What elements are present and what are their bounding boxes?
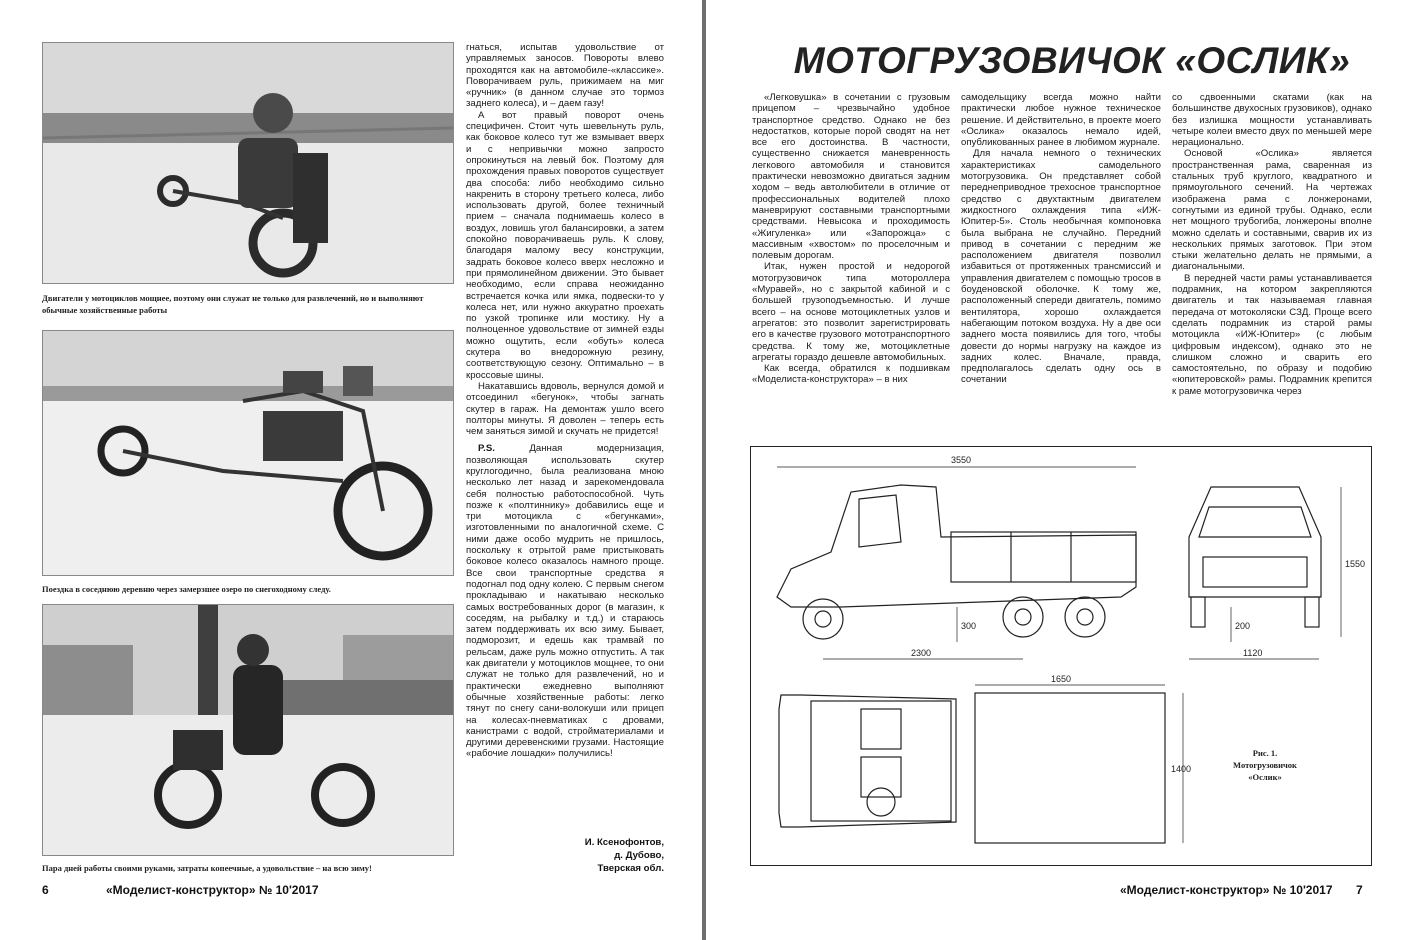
- right-column-3: [1172, 92, 1372, 397]
- author-name: И. Ксенофонтов,: [584, 837, 664, 848]
- paragraph: В передней части рамы устанавливается подрамник, на котором закрепляются двигатель и так называемая главная передача от мотоколяски СЗД. Проще всего сделать подрамник из старой рамы мотоцикла «ИЖ-Юпитер» (с любым цифровым индексом), однако это не слишком сложно и сварить его самостоятельно, по образу и подобию «юпитеровской» рамы. Подрамник крепится к раме мотогрузовичка через: [1172, 272, 1372, 397]
- ps-text: Данная модернизация, позволяющая использовать скутер круглогодично, была реализована мною несколько лет назад и зарекомендовала себя полностью работоспособной. Чуть позже к «полтиннику» добавились еще и три мотоцикла с «бегунками», изготовленными по аналогичной схеме. С ними даже особо мудрить не пришлось, поскольку к отрытой раме пристыковать боковое колесо оказалось намного проще. Все свои транспортные средства я подогнал под одну колею. С первым снегом прокладываю и накатываю несколько самых востребованных дорог (в магазин, к соседям, на рыбалку и т.д.) и стараюсь затем поддерживать их всю зиму. Бывает, подморозит, и едешь как трамвай по рельсам, даже руль можно отпустить. А так как двигатели у мотоциклов мощнее, то они служат не только для развлечений, но и практически ежедневно выполняют обычные хозяйственные работы: легко тянут по снегу сани-волокуши или прицеп на колесах-пневматиках с дровами, канистрами с водой, стройматериалами и другими деревенскими грузами. Настоящие «рабочие лошадки» получились!: [466, 443, 664, 760]
- ps-label: P.S.: [478, 443, 495, 455]
- author-region: Тверская обл.: [597, 863, 664, 874]
- photo-scooter-sidecar-snow: [42, 42, 454, 284]
- left-page: [0, 0, 702, 940]
- dim-1400: 1400: [1171, 764, 1192, 774]
- footer-journal-left: «Моделист-конструктор» № 10'2017: [106, 883, 319, 897]
- dim-200: 200: [1235, 621, 1251, 631]
- author-village: д. Дубово,: [614, 850, 664, 861]
- front-view: [1189, 487, 1321, 627]
- footer-journal-right: «Моделист-конструктор» № 10'2017: [1120, 883, 1333, 897]
- paragraph: Как всегда, обратился к подшивкам «Моделиста-конструктора» – в них: [752, 363, 950, 386]
- left-text-column: [466, 42, 664, 760]
- dim-3550: 3550: [951, 455, 972, 465]
- dim-1120: 1120: [1243, 648, 1263, 658]
- figure-caption: [1220, 747, 1310, 783]
- footer-page-number-left: 6: [42, 883, 49, 897]
- author-signature: [466, 836, 664, 875]
- dim-1550: 1550: [1345, 559, 1366, 569]
- paragraph: Основой «Ослика» является пространственная рама, сваренная из стальных труб круглого, квадратного и прямоугольного сечений. На чертежах изображена рама с лонжеронами, согнутыми из единой трубы. Однако, если нет мощного трубогиба, лонжероны вполне можно сделать и составными, сварив их из нескольких прямых заготовок. При этом стыки желательно делать не прямыми, а диагональными.: [1172, 148, 1372, 273]
- photo-caption-2: Поездка в соседнюю деревню через замерзшее озеро по снегоходному следу.: [42, 584, 331, 594]
- figure-title: Мотогрузовичок: [1233, 760, 1297, 770]
- dim-2300: 2300: [911, 648, 932, 658]
- right-column-1: [752, 92, 950, 386]
- footer-page-number-right: 7: [1356, 883, 1363, 897]
- paragraph: А вот правый поворот очень специфичен. Стоит чуть шевельнуть руль, как боковое колесо тут же взмывает вверх и с непривычки можно запросто опрокинуться на левый бок. Поэтому для прохождения правых поворотов существует два способа: либо необходимо сильно накренить в сторону третьего колеса, либо использовать другой, более техничный прием – сначала поднимаешь колесо в воздух, ловишь угол балансировки, а затем спокойно поворачиваешь руль. К слову, благодаря малому весу конструкции, задрать боковое колесо вверх несложно и при прямолинейном движении. Это бывает необходимо, если справа неожиданно встречается кочка или ямка, подвески-то у колеса нет, или нужно аккуратно проехать по узкой тропинке или мостику. Ну а полноценное удовольствие от зимней езды можно ощутить, если «обуть» колеса скутера во внедорожную резину, соответствующую сезону. Оптимально – в кроссовые шины.: [466, 109, 664, 381]
- paragraph: Накатавшись вдоволь, вернулся домой и отсоединил «бегунок», чтобы загнать скутер в гараж. На демонтаж ушло всего полторы минуты. Я доволен – теперь есть чем заняться зимой и скучать не придется!: [466, 380, 664, 438]
- figure-name: «Ослик»: [1248, 772, 1282, 782]
- top-view: [779, 693, 1165, 843]
- paragraph: Итак, нужен простой и недорогой мотогрузовичок типа мотороллера «Муравей», но с закрытой кабиной и с большей грузоподъемностью. И лучше всего – на основе мотоциклетных узлов и агрегатов: это позволит зарегистрировать его в качестве грузового мототранспортного средства. К тому же, мотоциклетные агрегаты гораздо дешевле автомобильных.: [752, 261, 950, 363]
- ps-paragraph: [466, 443, 664, 759]
- photo-caption-1: Двигатели у мотоциклов мощнее, поэтому они служат не только для развлечений, но и выполняют обычные хозяйственные работы: [42, 293, 424, 315]
- dim-1650: 1650: [1051, 674, 1072, 684]
- figure-label: Рис. 1.: [1252, 748, 1278, 758]
- paragraph: «Легковушка» в сочетании с грузовым прицепом – чрезвычайно удобное транспортное средство. Однако не без недостатков, которые порой сводят на нет все его достоинства. В частности, существенно снижается маневренность легкового автомобиля и становится практически невозможно двигаться задним ходом – ведь автолюбители в отличие от профессиональных водителей плохо маневрируют составными транспортными средствами. Невысока и проходимость «Жигуленка» или «Запорожца» с массивным «хвостом» по проселочным и полевым дорогам.: [752, 92, 950, 262]
- right-column-2: [961, 92, 1161, 386]
- paragraph: самодельщику всегда можно найти практически любое нужное техническое решение. И действительно, в проекте моего «Ослика» оказалось немало идей, опубликованных ранее в любимом журнале.: [961, 92, 1161, 149]
- technical-drawing: [750, 446, 1372, 866]
- paragraph: гнаться, испытав удовольствие от управляемых заносов. Повороты влево проходятся как на автомобиле-«классике». Поворачиваем руль, прижимаем на миг «ручник» (в данном случае это тормоз заднего колеса), и – даем газу!: [466, 42, 664, 110]
- photo-motorcycle-sidecar-lake: [42, 330, 454, 576]
- dim-300: 300: [961, 621, 977, 631]
- article-title: МОТОГРУЗОВИЧОК «ОСЛИК»: [793, 40, 1351, 81]
- drawing-svg: [751, 447, 1371, 865]
- paragraph: со сдвоенными скатами (как на большинстве двухосных грузовиков), однако без излишка мощности устанавливать четыре колеи вместо двух по меньшей мере нерационально.: [1172, 92, 1372, 149]
- side-view: [777, 485, 1136, 639]
- paragraph: Для начала немного о технических характеристиках самодельного мотогрузовика. Он представляет собой переднеприводное трехосное транспортное средство с двухтактным двигателем жидкостного охлаждения типа «ИЖ-Юпитер-5». Столь необычная компоновка была выбрана не случайно. Передний привод в сочетании с передним же расположением двигателя позволил избавиться от протяженных трансмиссий и управления двигателем с помощью тросов в боуденовской оболочке. К тому же, расположенный спереди двигатель, помимо вентилятора, хорошо охлаждается набегающим потоком воздуха. Ну а две оси заднего моста появились для того, чтобы довести до нормы нагрузку на каждое из задних колес. Вначале, правда, предполагалось сделать одну ось в сочетании: [961, 148, 1161, 386]
- photo-caption-3: Пара дней работы своими руками, затраты копеечные, а удовольствие – на всю зиму!: [42, 863, 372, 873]
- photo-rider-village: [42, 604, 454, 856]
- right-page: [706, 0, 1410, 940]
